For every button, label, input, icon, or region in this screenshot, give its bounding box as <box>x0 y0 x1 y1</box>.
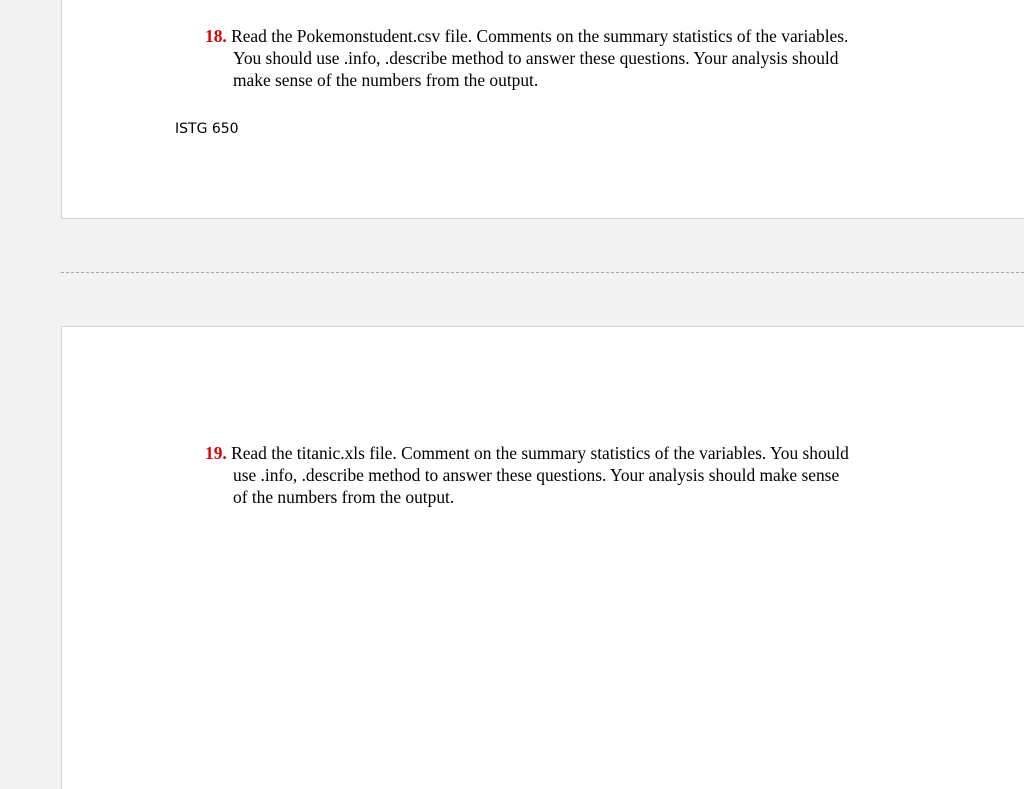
page-header-course[interactable]: ISTG 650 <box>175 121 239 137</box>
question-18-number: 18. <box>205 26 227 46</box>
document-page-1 <box>61 0 1024 219</box>
question-18-line-1 <box>205 25 905 47</box>
question-19-line-2: use .info, .describe method to answer these questions. Your analysis should make sense <box>233 465 840 485</box>
question-19-number: 19. <box>205 443 227 463</box>
question-18-line-3: make sense of the numbers from the output. <box>233 70 539 90</box>
question-19[interactable] <box>205 442 905 508</box>
question-19-line-1 <box>205 442 905 464</box>
question-19-text-1: Read the titanic.xls file. Comment on the summary statistics of the variables. You should <box>231 443 849 463</box>
question-19-line-3: of the numbers from the output. <box>233 487 455 507</box>
question-18-line-2: You should use .info, .describe method to answer these questions. Your analysis should <box>233 48 839 68</box>
question-18-text-1: Read the Pokemonstudent.csv file. Comments on the summary statistics of the variables. <box>231 26 849 46</box>
page-break-divider <box>61 272 1024 273</box>
question-18[interactable] <box>205 25 905 91</box>
document-page-2 <box>61 326 1024 789</box>
